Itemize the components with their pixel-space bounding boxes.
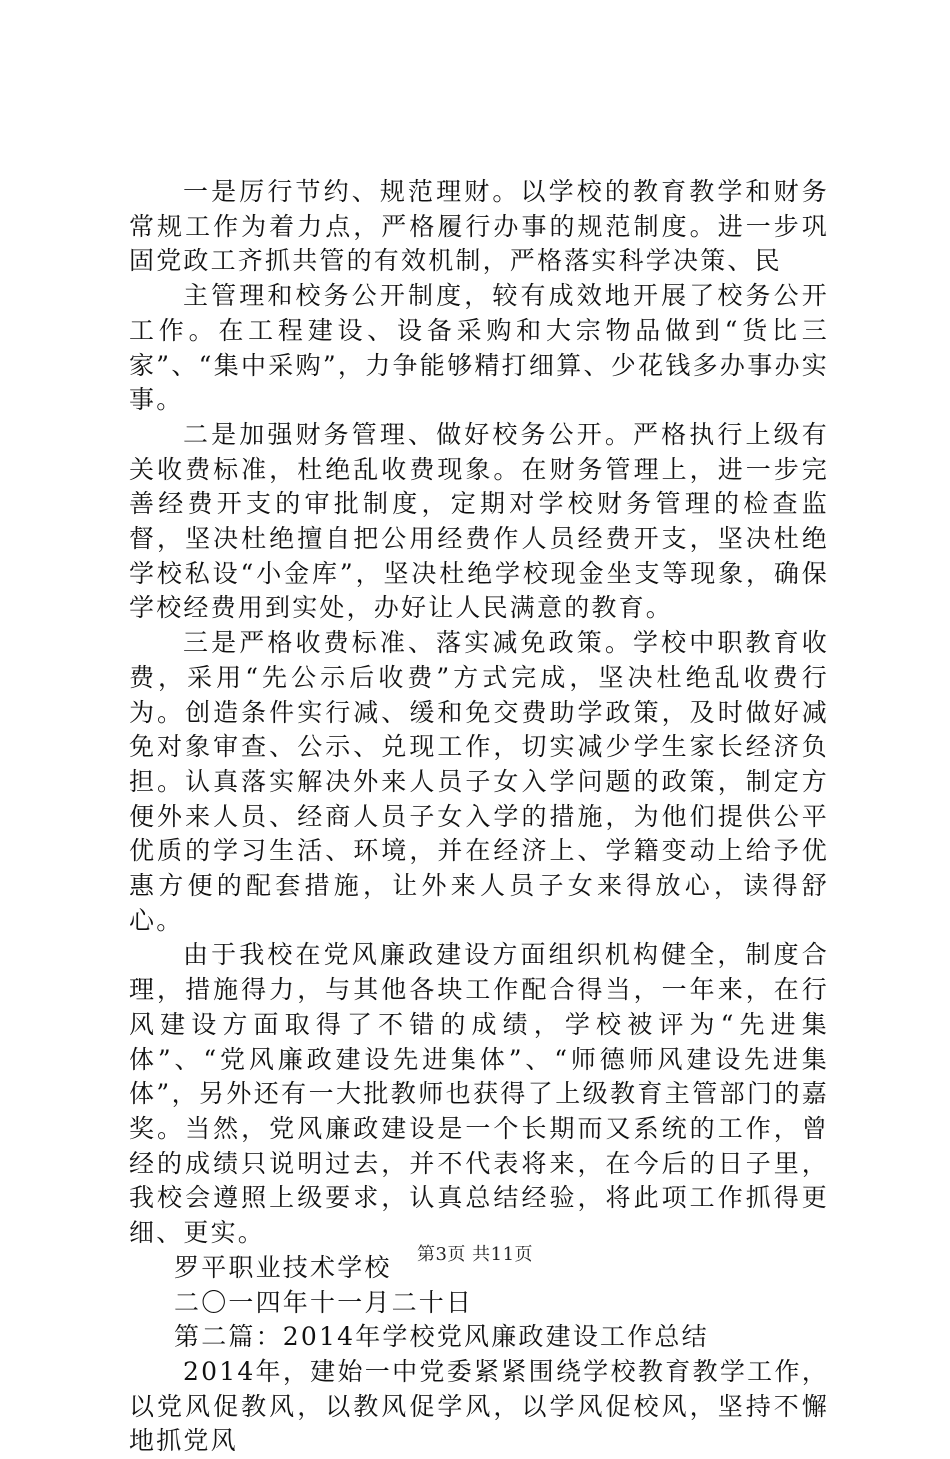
signature-block: [129, 1251, 829, 1355]
paragraph-2: 主管理和校务公开制度，较有成效地开展了校务公开工作。在工程建设、设备采购和大宗物品做到“货比三家”、“集中采购”，力争能够精打细算、少花钱多办事办实事。: [129, 281, 829, 415]
page-footer: 第3页 共11页: [416, 1244, 534, 1265]
paragraph-4: 三是严格收费标准、落实减免政策。学校中职教育收费，采用“先公示后收费”方式完成，坚决杜绝乱收费行为。创造条件实行减、缓和免交费助学政策，及时做好减免对象审查、公示、兑现工作，切实减少学生家长经济负担。认真落实解决外来人员子女入学问题的政策，制定方便外来人员、经商人员子女入学的措施，为他们提供公平优质的学习生活、环境，并在经济上、学籍变动上给予优惠方便的配套措施，让外来人员子女来得放心，读得舒心。: [129, 628, 829, 935]
paragraph-5: 由于我校在党风廉政建设方面组织机构健全，制度合理，措施得力，与其他各块工作配合得当，一年来，在行风建设方面取得了不错的成绩，学校被评为“先进集体”、“党风廉政建设先进集体”、“师德师风建设先进集体”，另外还有一大批教师也获得了上级教育主管部门的嘉奖。当然，党风廉政建设是一个长期而又系统的工作，曾经的成绩只说明过去，并不代表将来，在今后的日子里，我校会遵照上级要求，认真总结经验，将此项工作抓得更细、更实。: [129, 940, 829, 1248]
section-heading: 第二篇：2014年学校党风廉政建设工作总结: [174, 1322, 709, 1352]
signature-school: 罗平职业技术学校: [174, 1252, 392, 1282]
paragraph-3: 二是加强财务管理、做好校务公开。严格执行上级有关收费标准，杜绝乱收费现象。在财务管理上，进一步完善经费开支的审批制度，定期对学校财务管理的检查监督，坚决杜绝擅自把公用经费作人员经费开支，坚决杜绝学校私设“小金库”，坚决杜绝学校现金坐支等现象，确保学校经费用到实处，办好让人民满意的教育。: [129, 419, 829, 623]
section-opening-paragraph: 2014年，建始一中党委紧紧围绕学校教育教学工作，以党风促教风，以教风促学风，以学风促校风，坚持不懈地抓党风: [129, 1356, 829, 1456]
document-body: [129, 175, 829, 1459]
paragraph-1: 一是厉行节约、规范理财。以学校的教育教学和财务常规工作为着力点，严格履行办事的规范制度。进一步巩固党政工齐抓共管的有效机制，严格落实科学决策、民: [129, 177, 829, 276]
signature-date: 二〇一四年十一月二十日: [174, 1287, 474, 1317]
